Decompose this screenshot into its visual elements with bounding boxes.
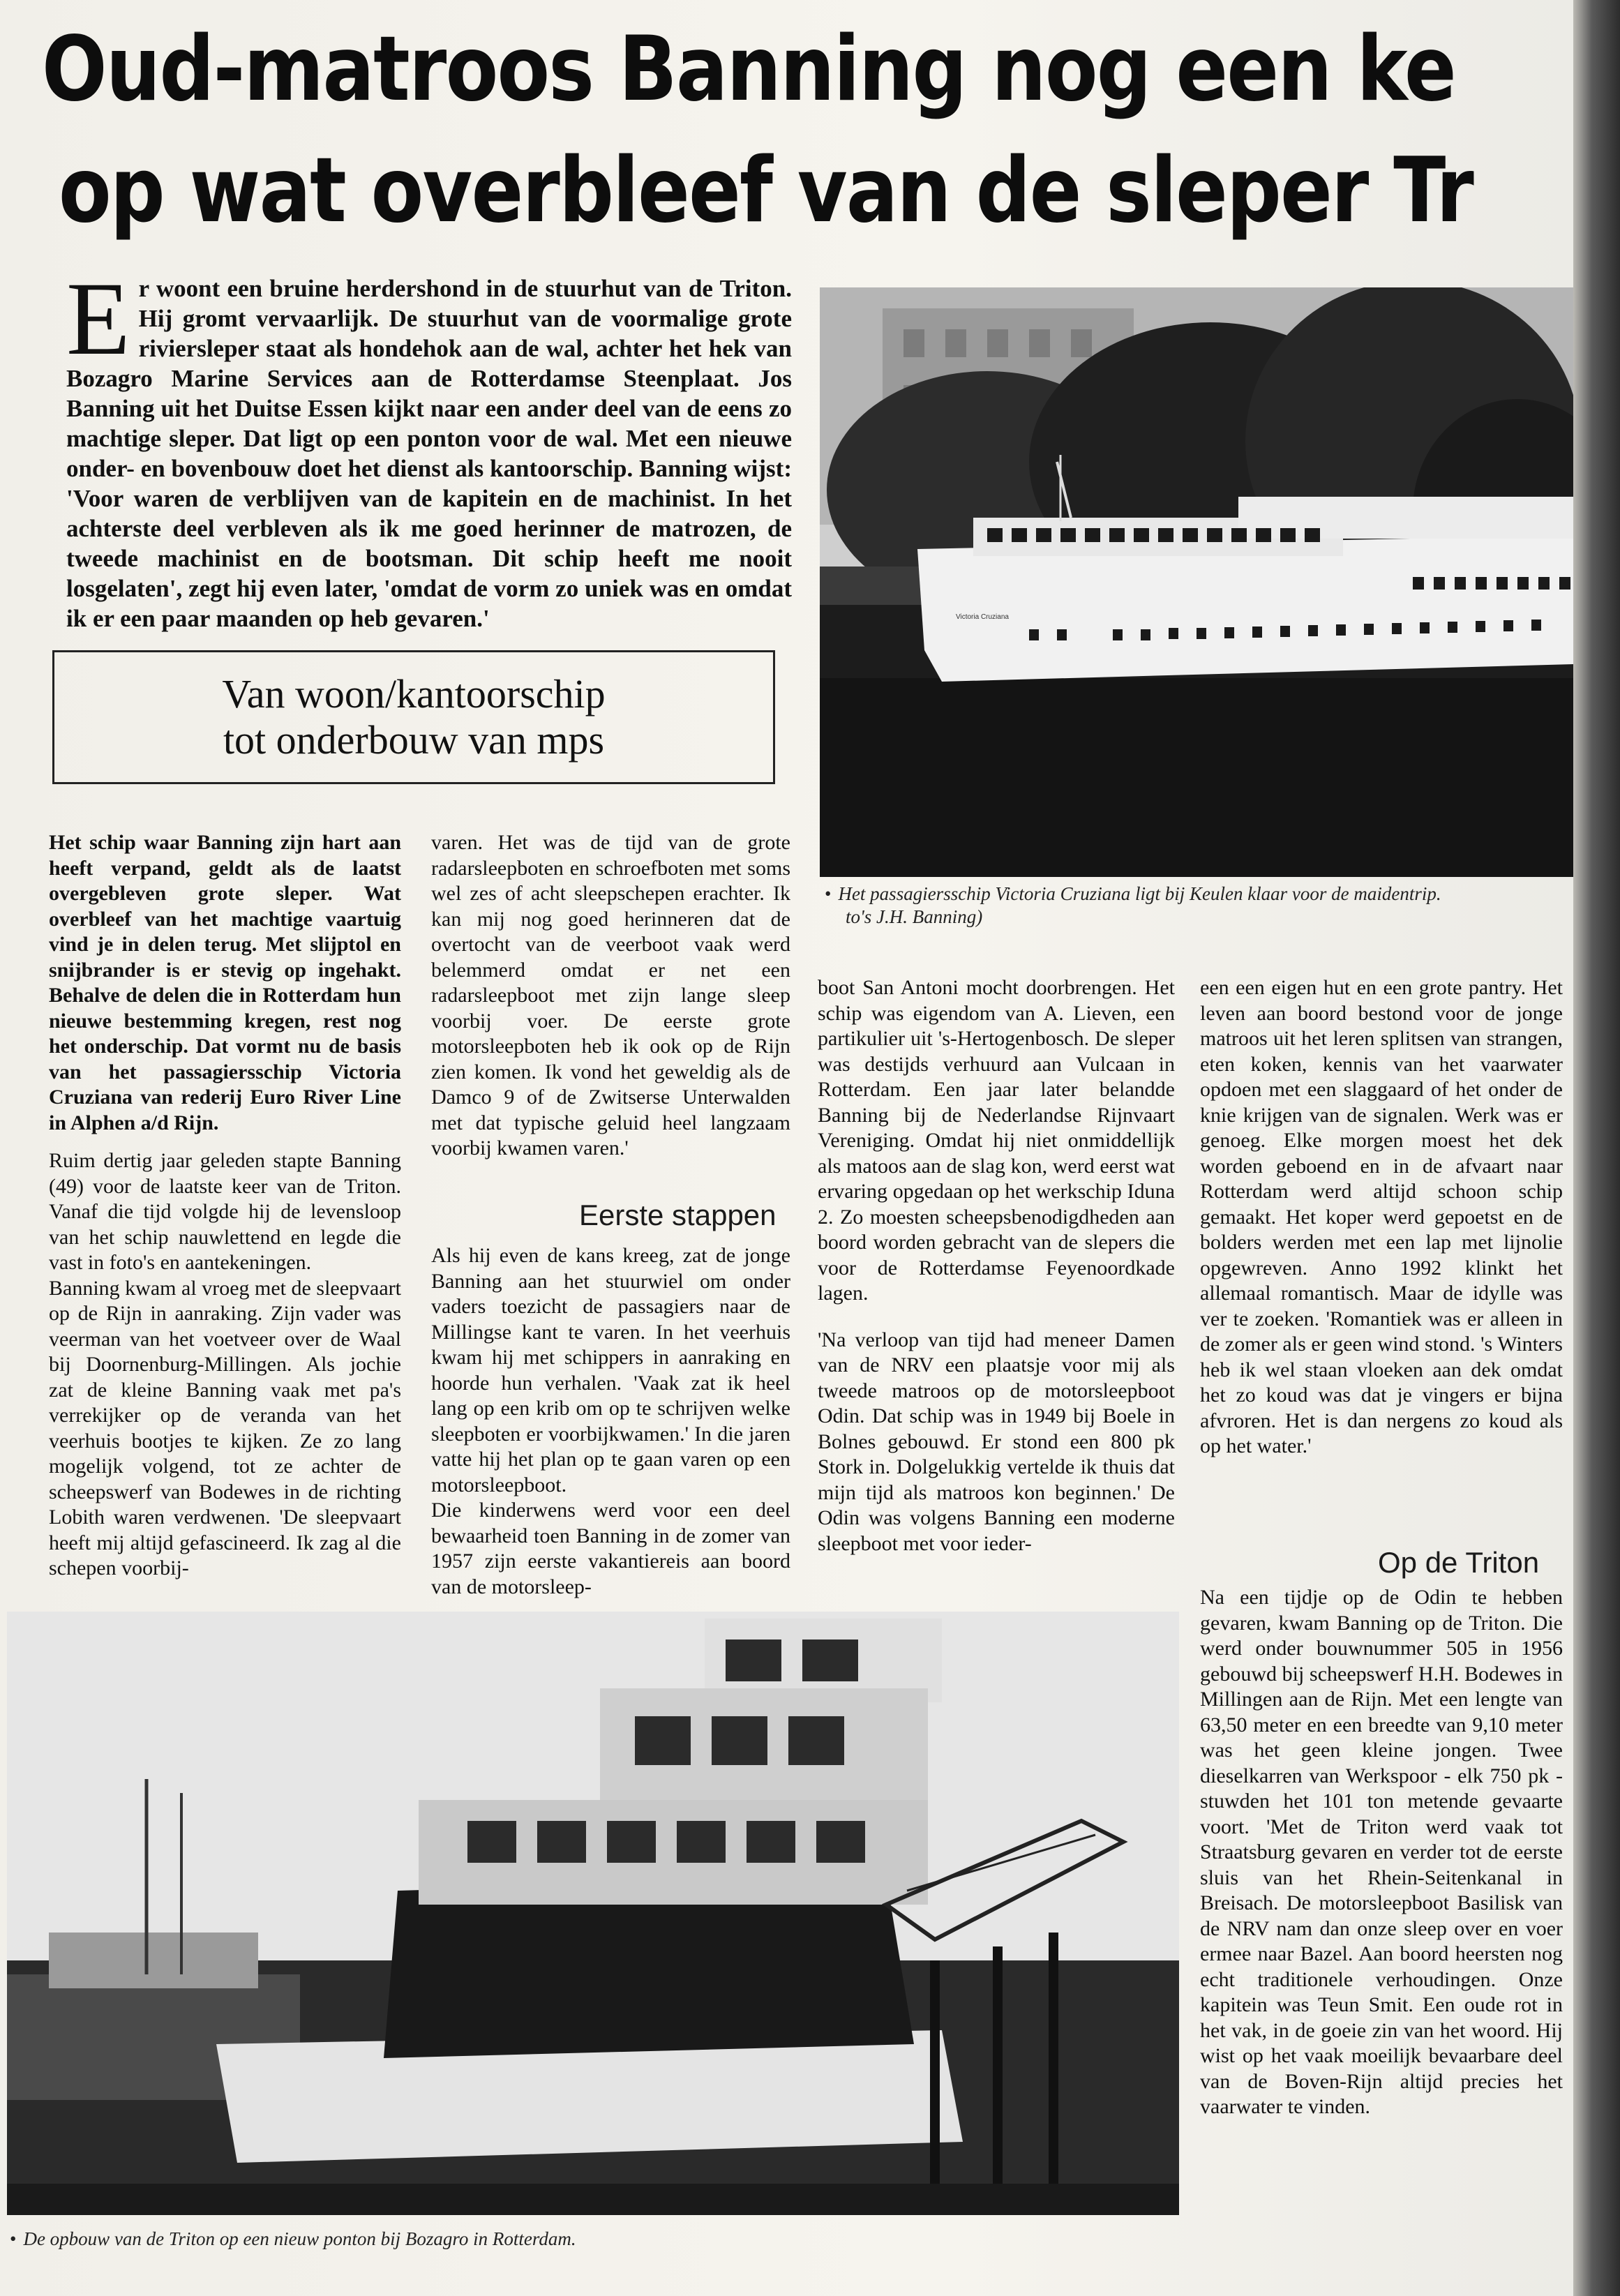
column-4-paragraph-2: Na een tijdje op de Odin te hebben gevaren, kwam Banning op de Triton. Die werd onder bouwnummer 505 in 1956 gebouwd bij scheepswerf H.H. Bodewes in Millingen aan de Rijn. Met een lengte van 63,50 meter en een breedte van 9,10 meter was het geen kleine jongen. Twee dieselkarren van Werkspoor - elk 750 pk - stuwden het 101 ton metende gevaarte voort. 'Met de Triton werd vaak tot Straatsburg gevaren en verder tot de eerste sluis van het Rhein-Seitenkanal in Breisach. De motorsleepboot Basilisk van de NRV nam dan onze sleep over en voer ermee naar Bazel. Aan boord heersten nog echt traditionele verhoudingen. Onze kapitein was Teun Smit. Een oude rot in het vak, in de goeie zin van het woord. Hij wist op het vaak moeilijk bevaarbare deel van de Boven-Rijn altijd precies het vaarwater te vinden. [1200,1586,1563,2118]
headline-line-1: Oud-matroos Banning nog een ke [42,17,1455,121]
column-1-paragraph-3: Banning kwam al vroeg met de sleepvaart op de Rijn in aanraking. Zijn vader was veerman van het voetveer over de Waal bij Doornenburg-Millingen. Als jochie zat de kleine Banning vaak met pa's verrekijker op de veranda van het veerhuis bootjes te kijken. Ze zo lang mogelijk volgend, tot ze achter de scheepswerf van Bodewes in de richting Lobith waren verdwenen. 'De sleepvaart heeft mij altijd gefascineerd. Ik zag al die schepen voorbij- [49,1276,401,1580]
caption-top-text: Het passagiersschip Victoria Cruziana ligt bij Keulen klaar voor de maidentrip. [838,883,1441,904]
caption-bottom-text: De opbouw van de Triton op een nieuw ponton bij Bozagro in Rotterdam. [23,2228,576,2249]
photo-triton-opbouw [7,1612,1179,2215]
caption-top-line-1 [825,883,1441,906]
column-4-paragraph-1: een een eigen hut en een grote pantry. Het leven aan boord bestond voor de jonge matroos uit het leren splitsen van strangen, eten koken, kennis van het vaarwater opdoen met een slaggaard of het onder de knie krijgen van de signalen. Werk was er genoeg. Elke morgen moest het dek worden geboend en in de afvaart naar Rotterdam werd altijd schoon schip gemaakt. Het koper werd gepoetst en de bolders werden met een lap met lijnolie opgewreven. Anno 1992 klinkt het allemaal romantisch. Maar de idylle was ver te zoeken. 'Romantiek was er alleen in de zomer als er geen wind stond. 's Winters heb ik wel staan vloeken aan dek omdat het zo koud was dat je vingers er bijna afvroren. Het is dan nergens zo koud als op het water.' [1200,976,1563,1457]
triton-photo-svg [7,1612,1179,2215]
subhead-op-de-triton: Op de Triton [1378,1546,1540,1579]
column-2-paragraph-1: varen. Het was de tijd van de grote radarsleepboten en schroefboten met soms wel zes of acht sleepschepen erachter. Ik kan mij nog goed herinneren dat de overtocht van de veerboot vaak werd belemmerd omdat er net een radarsleepboot met zijn lange sleep voorbij voer. De eerste grote motorsleepboten heb ik ook op de Rijn zien komen. Ik vond het geweldig als de Damco 9 of de Zwitserse Unterwalden met dat typische geluid heel langzaam voorbij kwamen varen.' [431,831,790,1160]
intro-paragraph [66,261,792,633]
page-edge-shadow [1573,0,1620,2296]
caption-bullet: • [10,2228,17,2249]
caption-bottom [10,2228,576,2251]
pull-quote-line-1: Van woon/kantoorschip [222,671,606,716]
column-3 [818,975,1175,1556]
caption-top-line-2: to's J.H. Banning) [846,906,983,927]
caption-bullet: • [825,883,832,904]
subhead-eerste-stappen: Eerste stappen [579,1199,777,1231]
column-2 [431,830,790,1162]
column-4 [1200,975,1563,1460]
column-1-paragraph-2: Ruim dertig jaar geleden stapte Banning (49) voor de laatste keer van de Triton. Vanaf die tijd volgde hij de levensloop van het schip nauwlettend en legde die vast in foto's en aantekeningen. [49,1149,401,1274]
column-2-paragraph-3: Die kinderwens werd voor een deel bewaarheid toen Banning in de zomer van 1957 zijn eerste vakantiereis aan boord van de motorsleep- [431,1499,790,1598]
column-1-paragraph-1: Het schip waar Banning zijn hart aan heeft verpand, geldt als de laatst overgebleven grote sleper. Wat overbleef van het machtige vaartuig vind je in delen terug. Met slijptol en snijbrander is er stevig op ingehakt. Behalve de delen die in Rotterdam hun nieuwe bestemming kregen, rest nog het onderschip. Dat vormt nu de basis van het passagiersschip Victoria Cruziana van rederij Euro River Line in Alphen a/d Rijn. [49,831,401,1134]
column-3-paragraph-2: 'Na verloop van tijd had meneer Damen van de NRV een plaatsje voor mij als tweede matroos op de motorsleepboot Odin. Dat schip was in 1949 bij Boele in Bolnes gebouwd. Er stond een 800 pk Stork in. Dolgelukkig vertelde ik thuis dat mijn tijd als matroos kon beginnen.' De Odin was volgens Banning een moderne sleepboot met voor ieder- [818,1328,1175,1555]
column-3-paragraph-1: boot San Antoni mocht doorbrengen. Het schip was eigendom van A. Lieven, een partikulier uit 's-Hertogenbosch. De sleper was destijds verhuurd aan Vulcaan in Rotterdam. Een jaar later belandde Banning bij de Nederlandse Rijnvaart Vereniging. Omdat hij niet onmiddellijk als matoos aan de slag kon, werd eerst wat ervaring opgedaan op het werkschip Iduna 2. Zo moesten scheepsbenodigdheden aan boord worden gebracht van de slepers die voor de Rotterdamse Feyenoordkade lagen. [818,976,1175,1305]
pull-quote-line-2: tot onderbouw van mps [223,717,605,763]
column-1 [49,830,401,1582]
column-4-continued [1200,1585,1563,2120]
column-2-paragraph-2: Als hij even de kans kreeg, zat de jonge Banning aan het stuurwiel om onder vaders toezicht de passagiers naar de Millingse kant te varen. In het veerhuis kwam hij met schippers in aanraking en hoorde hun verhalen. 'Vaak zat ik heel lang op een krib om op te schrijven welke sleepboten er voorbijkwamen.' In die jaren vatte hij het plan op te gaan varen op een motorsleepboot. [431,1244,790,1496]
column-2-continued [431,1243,790,1600]
intro-text: r woont een bruine herdershond in de stuurhut van de Triton. Hij gromt vervaarlijk. De stuurhut van de voormalige grote riviersleper staat als hondehok aan de wal, achter het hek van Bozagro Marine Services aan de Rotterdamse Steenplaat. Jos Banning uit het Duitse Essen kijkt naar een ander deel van de eens zo machtige sleper. Dat ligt op een ponton voor de wal. Met een nieuwe onder- en bovenbouw doet het dienst als kantoorschip. Banning wijst: 'Voor waren de verblijven van de kapitein en de machinist. In het achterste deel verbleven als ik me goed herinner de matrozen, de tweede machinist en de bootsman. Dit schip heeft me nooit losgelaten', zegt hij even later, 'omdat de vorm zo uniek was en omdat ik er een paar maanden op heb gevaren.' [66,275,792,632]
pull-quote-box [52,650,775,784]
photo-victoria-cruziana [820,287,1573,877]
drop-cap: E [66,261,130,377]
ship-hull-name: Victoria Cruziana [956,613,1009,621]
ship-photo-svg [820,287,1573,877]
headline-line-2: op wat overbleef van de sleper Tr [59,139,1473,243]
